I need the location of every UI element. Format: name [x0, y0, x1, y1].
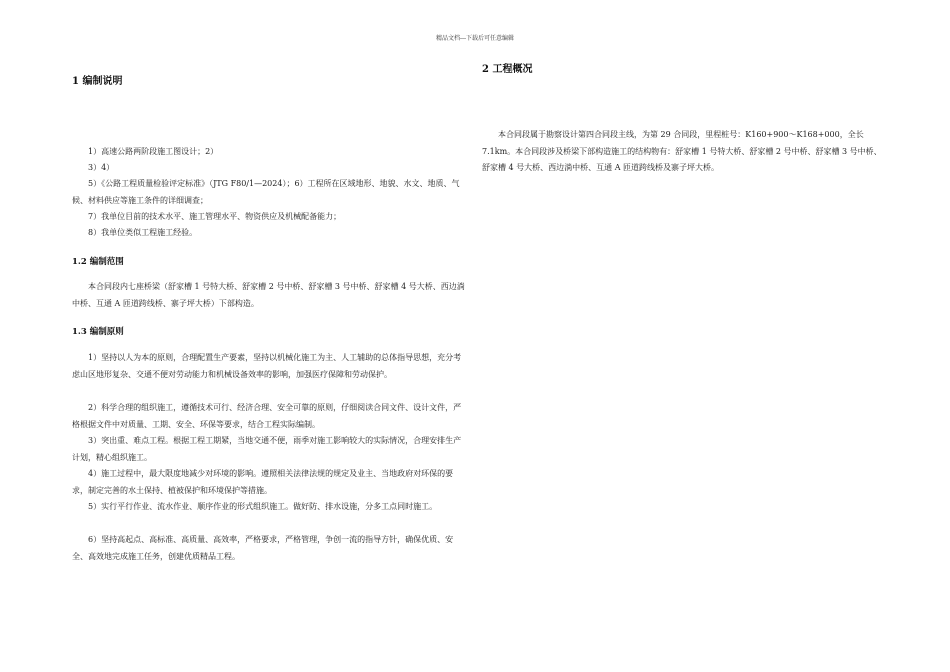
principle-item-2: 2）科学合理的组织施工，遵循技术可行、经济合理、安全可靠的原则，仔细阅读合同文件、设计文件，严格根据文件中对质量、工期、安全、环保等要求，结合工程实际编制。 — [72, 403, 462, 429]
section-heading-1-3: 1.3 编制原则 — [72, 327, 124, 337]
principle-item-1: 1）坚持以人为本的原则，合理配置生产要素，坚持以机械化施工为主、人工辅助的总体指导思想，充分考虑山区地形复杂、交通不便对劳动能力和机械设备效率的影响，加强医疗保障和劳动保护。 — [72, 353, 462, 379]
basis-item-3: 5）《公路工程质量检验评定标准》（JTG F80/1—2024）；6）工程所在区域地形、地貌、水文、地质、气候、材料供应等施工条件的详细调查； — [72, 179, 460, 205]
section-heading-1-2: 1.2 编制范围 — [72, 257, 124, 267]
principle-item-6: 6）坚持高起点、高标准、高质量、高效率，严格要求，严格管理，争创一流的指导方针，确保优质、安全、高效地完成施工任务，创建优质精品工程。 — [72, 535, 454, 561]
section-heading-1: 1 编制说明 — [72, 76, 123, 87]
section-heading-2: 2 工程概况 — [482, 64, 533, 75]
principle-item-4: 4）施工过程中，最大限度地减少对环境的影响。遵照相关法律法规的规定及业主、当地政府对环保的要求，制定完善的水土保持、植被保护和环境保护等措施。 — [72, 469, 454, 495]
basis-item-5: 8）我单位类似工程施工经验。 — [88, 228, 198, 237]
basis-item-4: 7）我单位目前的技术水平、施工管理水平、物资供应及机械配备能力； — [88, 212, 342, 221]
basis-item-1: 1）高速公路两阶段施工图设计；2） — [88, 147, 219, 156]
principle-item-5: 5）实行平行作业、流水作业、顺序作业的形式组织施工。做好防、排水设施，分多工点同时施工。 — [88, 502, 438, 511]
principle-item-3: 3）突出重、难点工程。根据工程工期紧，当地交通不便，雨季对施工影响较大的实际情况，合理安排生产计划，精心组织施工。 — [72, 436, 462, 462]
basis-item-2: 3）4） — [88, 163, 115, 172]
scope-paragraph: 本合同段内七座桥梁（舒家槽 1 号特大桥、舒家槽 2 号中桥、舒家槽 3 号中桥、舒家槽 4 号大桥、西边淌中桥、互通 A 匝道跨线桥、寨子坪大桥）下部构造。 — [72, 282, 465, 308]
overview-paragraph: 本合同段属于勘察设计第四合同段主线，为第 29 合同段，里程桩号：K160+900～K168+000，全长 7.1km。本合同段涉及桥梁下部构造施工的结构物有：舒家槽 1 号特大桥、舒家槽 2 号中桥、舒家槽 3 号中桥、舒家槽 4 号大桥、西边淌中桥、互通 A 匝道跨线桥及寨子坪大桥。 — [482, 130, 882, 172]
page-header-note: 精品文档---下载后可任意编辑 — [435, 35, 515, 42]
